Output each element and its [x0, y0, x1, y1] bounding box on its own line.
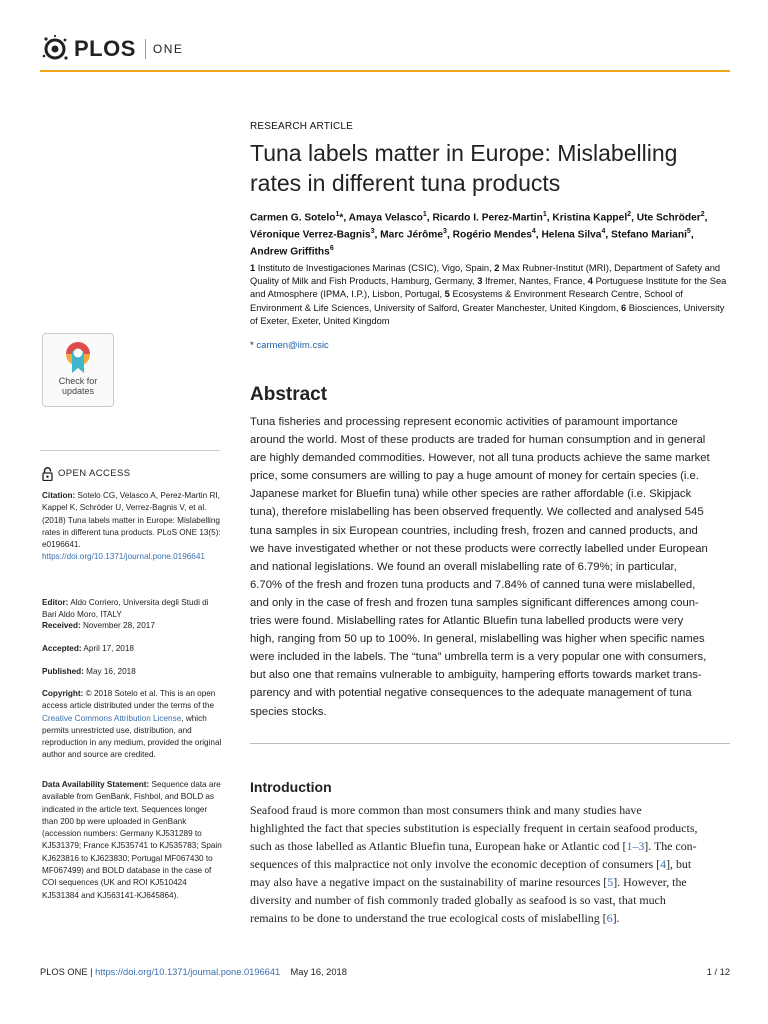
intro-text: remains to be done to understand the true ecological costs of mislabelling [	[250, 911, 607, 925]
copyright-text-post: , which permits unrestricted use, distribution, and reproduction in any medium, provided the original author and source are credited.	[42, 713, 222, 760]
abstract-line: are highly demanded commodities. However, not all tuna products achieve the same market	[250, 452, 710, 465]
open-access-badge	[42, 467, 224, 481]
intro-text: ], but	[666, 857, 692, 871]
citation-text: Sotelo CG, Velasco A, Perez-Martin RI, Kappel K, Schröder U, Verrez-Bagnis V, et al. (2018) Tuna labels matter in Europe: Mislabelling rates in different tuna products. PLoS ONE 13(5): e0196641.	[42, 491, 221, 550]
received-date: November 28, 2017	[82, 621, 155, 630]
author-affiliation-number: 4	[601, 227, 606, 235]
abstract-line: around the world. Most of these products are traded for human consumption and in general	[250, 434, 706, 447]
data-availability-label: Data Availability Statement:	[42, 780, 150, 789]
intro-text: ].	[612, 911, 620, 925]
abstract-line: Japanese market for Bluefin tuna) while other species are rather affordable (i.e. Skipjack	[250, 488, 692, 501]
accepted-label: Accepted:	[42, 644, 82, 653]
plos-one-logo[interactable]	[40, 34, 183, 64]
crossmark-icon	[64, 340, 92, 374]
section-divider	[250, 743, 730, 744]
article-type: RESEARCH ARTICLE	[250, 121, 354, 132]
affiliation-text: Ifremer, Nantes, France,	[484, 276, 586, 287]
abstract-line: species stocks.	[250, 705, 327, 718]
affiliation-text: Instituto de Investigaciones Marinas (CSIC), Vigo, Spain,	[257, 263, 492, 273]
author-affiliation-number: 2	[627, 211, 632, 218]
accepted-block	[42, 643, 224, 655]
reference-link[interactable]: 6	[606, 911, 613, 925]
author-name: Helena Silva	[541, 229, 602, 241]
logo-wordmark: PLOS	[74, 36, 136, 61]
citation-block	[42, 490, 224, 564]
author-name: Rogério Mendes	[452, 229, 532, 241]
intro-text: such as those labelled as Atlantic Bluefin tuna, European hake or Atlantic cod [	[250, 839, 627, 853]
abstract-line: price, some consumers are willing to pay a huge amount of money for certain species (i.e.	[250, 470, 699, 483]
reference-link[interactable]: 4	[660, 857, 667, 871]
author-affiliation-number: 4	[531, 227, 536, 235]
check-line-1: Check for	[58, 376, 98, 386]
check-for-updates-label	[59, 376, 98, 396]
received-block	[42, 620, 224, 632]
intro-text: may also have a negative impact on the sustainability of marine resources [	[250, 875, 608, 889]
abstract-line: and only in the case of fresh and frozen tuna samples significant differences among coun-	[250, 596, 699, 609]
affiliation-text: Ecosystems & Environment Research Centre, School of Environment & Life Sciences, University of Salford, Greater Manchester, United Kingdom,	[250, 289, 683, 313]
affiliation-number: 2	[494, 263, 500, 273]
plos-logo-icon	[40, 34, 70, 64]
affiliation-list	[250, 262, 730, 328]
author-affiliation-number: 3	[443, 227, 447, 235]
intro-text: ]. The con-	[644, 839, 697, 853]
abstract-line: high, ranging from 50 up to 100%. In general, mislabelling was higher when specific names	[250, 633, 705, 646]
author-affiliation-number: 2	[700, 211, 705, 218]
sidebar-rule	[40, 450, 220, 451]
journal-header	[40, 30, 730, 72]
author-name: Amaya Velasco	[348, 212, 423, 224]
abstract-line: tries were found. Mislabelling rates for Atlantic Bluefin tuna labelled products were very	[250, 615, 684, 628]
abstract-line: parency and with potential negative consequences to the adequate management of tuna	[250, 687, 692, 700]
corresponding-author-marker: *	[339, 212, 344, 224]
author-affiliation-number: 1	[335, 211, 340, 218]
author-name: Stefano Mariani	[611, 229, 687, 241]
intro-line: Seafood fraud is more common than most consumers think and many studies have	[250, 803, 642, 817]
accepted-date: April 17, 2018	[83, 644, 134, 653]
abstract-body	[250, 413, 730, 721]
received-label: Received:	[42, 621, 81, 630]
affiliation-number: 4	[587, 276, 593, 287]
intro-line	[250, 855, 730, 873]
check-line-2: updates	[61, 386, 94, 396]
author-name: Ute Schröder	[636, 212, 701, 224]
author-list: Carmen G. Sotelo$^1$*, Amaya Velasco$^1$, Ricardo I. Perez-Martin$^1$, Kristina Kappel$^2$, Ute Schröder$^2$, Véronique Verrez-Bagnis$^3$, Marc Jérôme$^3$, Rogério Mendes$^4$, Helena Silva$^4$, Stefano Mariani$^5$, Andrew Griffiths$^6$	[250, 211, 708, 258]
published-date: May 16, 2018	[86, 667, 136, 676]
intro-line	[250, 873, 730, 891]
reference-link[interactable]: 1–3	[626, 839, 645, 853]
abstract-line: and national legislations. We found an overall mislabelling rate of 6.79%; in particular,	[250, 560, 677, 573]
citation-doi-link[interactable]: https://doi.org/10.1371/journal.pone.0196641	[42, 552, 205, 562]
intro-line: highlighted the fact that species substitution is especially frequent in certain seafood products,	[250, 821, 698, 835]
intro-line: diversity and number of fish commonly traded globally as seafood is so vast, that much	[250, 893, 666, 907]
affiliation-text: Max Rubner-Institut (MRI), Department of Safety and Quality of Milk and Fish Products, Hamburg, Germany,	[250, 263, 721, 287]
author-affiliation-number: 1	[422, 211, 427, 218]
abstract-line: were included in the labels. The “tuna” umbrella term is a very popular one with consumers,	[250, 651, 707, 664]
intro-text: ]. However, the	[613, 875, 687, 889]
footer-doi-link[interactable]: https://doi.org/10.1371/journal.pone.0196641	[95, 967, 281, 977]
page-number: 1 / 12	[706, 967, 730, 977]
data-availability-text: Sequence data are available from GenBank, Fishbol, and BOLD as indicated in the article text. Sequences longer than 200 bp were uploaded in GenBank (accession numbers: Germany KJ531289 to KJ531379; France KJ535741 to KJ535783; Spain KJ623816 to KJ623830; Portugal MF067430 to MF067499) and BOLD database in the case of COI sequences (UK and ROI KJ510424 KJ531384 and KJ563141-KJ645864).	[42, 780, 222, 900]
editor-text: Aldo Corriero, Universita degli Studi di Bari Aldo Moro, ITALY	[42, 598, 209, 620]
affiliation-number: 6	[621, 302, 627, 313]
abstract-line: tuna samples in six European countries, including fresh, frozen and canned products, and	[250, 524, 698, 537]
author-name: Andrew Griffiths	[250, 246, 330, 258]
abstract-line: but also one that remains vulnerable to ambiguity, hampering efforts towards market trans-	[250, 669, 702, 682]
author-name: Marc Jérôme	[380, 229, 444, 241]
affiliation-text: Biosciences, University of Exeter, Exeter, United Kingdom	[250, 302, 725, 326]
copyright-label: Copyright:	[42, 689, 84, 698]
affiliation-number: 1	[250, 263, 256, 273]
author-name: Véronique Verrez-Bagnis	[250, 229, 371, 241]
open-access-label: OPEN ACCESS	[58, 467, 131, 479]
editor-block	[42, 597, 224, 622]
abstract-line: Tuna fisheries and processing represent economic activities of paramount importance	[250, 416, 678, 428]
header-rule	[40, 70, 730, 72]
intro-line	[250, 837, 730, 855]
author-name: Kristina Kappel	[552, 212, 628, 224]
email-link[interactable]: carmen@iim.csic	[256, 340, 329, 351]
published-label: Published:	[42, 667, 84, 676]
logo-journal-name: ONE	[152, 42, 184, 56]
intro-line	[250, 909, 730, 927]
author-name: Ricardo I. Perez-Martin	[432, 212, 543, 224]
author-affiliation-number: 5	[686, 227, 691, 235]
page-footer	[40, 967, 730, 981]
introduction-heading: Introduction	[250, 779, 332, 795]
affiliation-number: 5	[444, 289, 450, 300]
copyright-text-pre: © 2018 Sotelo et al. This is an open access article distributed under the terms of the	[42, 689, 216, 711]
footer-journal: PLOS ONE |	[40, 967, 96, 977]
editor-label: Editor:	[42, 598, 69, 607]
corresponding-email	[250, 340, 730, 351]
author-affiliation-number: 1	[542, 211, 547, 218]
check-for-updates-badge[interactable]	[42, 333, 114, 407]
affiliation-text: Portuguese Institute for the Sea and Atmosphere (IPMA, I.P.), Lisbon, Portugal,	[250, 276, 727, 300]
author-affiliation-number: 3	[370, 227, 375, 235]
reference-link[interactable]: 5	[607, 875, 614, 889]
license-link[interactable]: Creative Commons Attribution License	[42, 713, 182, 723]
citation-label: Citation:	[42, 491, 76, 500]
abstract-line: 6.70% of the fresh and frozen tuna products and 7.84% of canned tuna were mislabelled,	[250, 578, 696, 591]
published-block	[42, 666, 224, 678]
introduction-body	[250, 801, 730, 927]
author-affiliation-number: 6	[329, 244, 334, 252]
copyright-block	[42, 688, 224, 762]
abstract-heading: Abstract	[250, 384, 328, 405]
intro-text: sequences of this malpractice not only involve the economic deception of consumers [	[250, 857, 661, 871]
affiliation-number: 3	[477, 276, 483, 287]
abstract-line: tuna), therefore mislabelling has been observed frequently. We collected and analysed 545	[250, 506, 704, 519]
author-name: Carmen G. Sotelo	[250, 212, 336, 224]
logo-divider	[145, 39, 146, 59]
abstract-line: we have investigated whether or not these products were correctly labelled under European	[250, 542, 708, 555]
footer-date: May 16, 2018	[290, 967, 347, 977]
article-title: Tuna labels matter in Europe: Mislabelling rates in different tuna products	[250, 140, 678, 196]
open-lock-icon	[42, 467, 53, 481]
email-marker: *	[250, 340, 254, 351]
data-availability-block	[42, 779, 224, 902]
